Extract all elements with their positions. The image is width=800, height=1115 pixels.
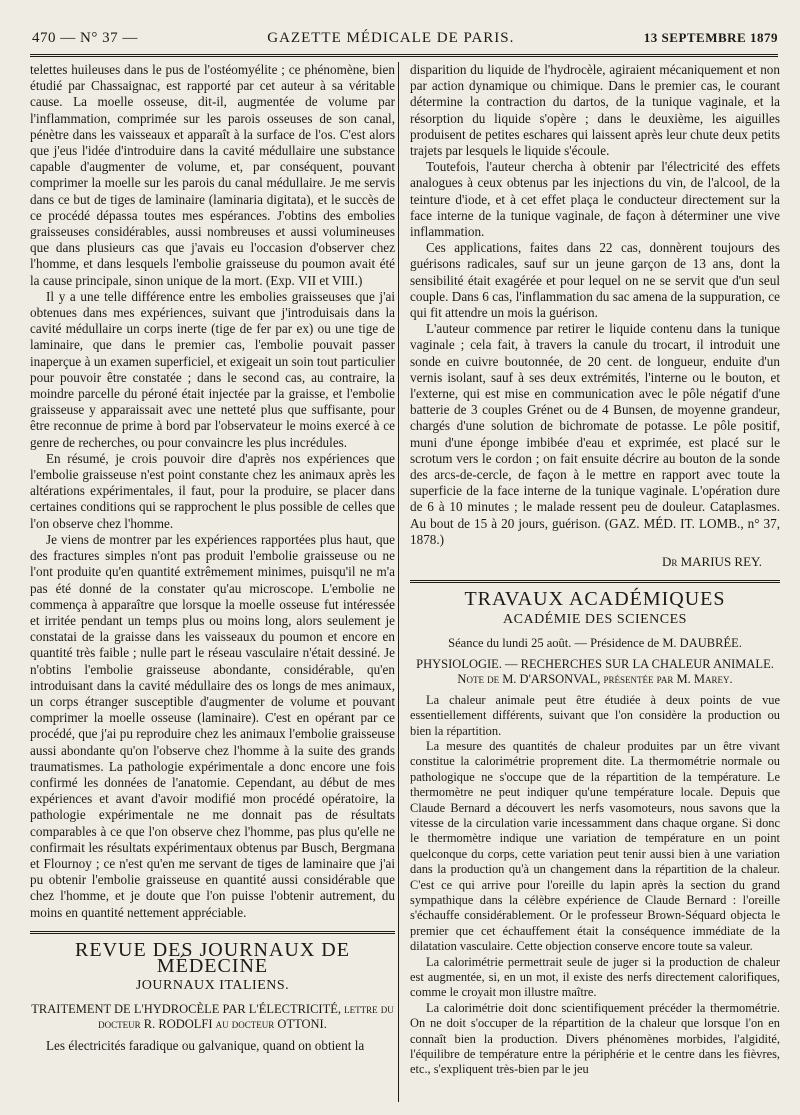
academie-title: ACADÉMIE DES SCIENCES <box>503 611 687 627</box>
paragraph: La mesure des quantités de chaleur produites par un être vivant constitue la calorimétrie proprement dite. La thermométrie normale ou pathologique ne s'occupe que de la répartition de la température. Le thermomètre ne peut indiquer qu'une température locale. Depuis que Claude Bernard a découvert les nerfs vasomoteurs, nous savons que la vitesse de la circulation varie incessamment dans chaque organe. Si donc le thermomètre indique une variation de température en un point quelconque du corps, cette variation peut tenir aussi bien à une variation dans la production qu'à un changement dans la répartition de la chaleur. C'est ce qui arrive pour l'oreille du lapin après la section du grand sympathique dans la célèbre expérience de Claude Bernard : l'oreille s'échauffe considérablement. Or le professeur Brown-Séquard objecta le premier que cet échauffement était la conséquence immédiate de la dilatation vasculaire. Cette objection conserve encore toute sa valeur. <box>410 738 780 954</box>
article-title: TRAITEMENT DE L'HYDROCÈLE PAR L'ÉLECTRICITÉ, lettre du docteur R. RODOLFI au docteur OTTONI. <box>31 1002 394 1032</box>
physiology-title: PHYSIOLOGIE. — RECHERCHES SUR LA CHALEUR ANIMALE. Note de M. D'ARSONVAL, présentée par M. Marey. <box>416 656 774 686</box>
revue-subtitle: JOURNAUX ITALIENS. <box>135 978 290 994</box>
paragraph: La chaleur animale peut être étudiée à deux points de vue essentiellement différents, suivant que l'on considère la production ou bien la répartition. <box>410 692 780 738</box>
header-rule <box>30 54 778 57</box>
paragraph: En résumé, je crois pouvoir dire d'après nos expériences que l'embolie graisseuse n'est point constante chez les animaux après les altérations expérimentales, il faut, pour la produire, se placer dans certaines conditions qui se rapprochent le plus possible de celles que l'on observe chez l'homme. <box>30 450 395 531</box>
travaux-title: TRAVAUX ACADÉMIQUES <box>464 588 726 611</box>
paragraph: telettes huileuses dans le pus de l'ostéomyélite ; ce phénomène, bien étudié par Chassaignac, est rapporté par cet auteur à sa véritable cause. La moelle osseuse, dit-il, augmentée de volume par l'inflammation, comprimée sur les parois osseuses de son canal, pénètre dans les vaisseaux et apparaît à la surface de l'os. C'est alors que j'eus l'idée d'introduire dans la cavité médullaire une substance capable d'augmenter de volume, et, par conséquent, pouvant comprimer la moelle sur les parois du canal médullaire. Je me servis dans ce but de tiges de laminaire (laminaria digitata), et le succès de ce procédé dépassa toutes mes espérances. J'obtins des embolies graisseuses considérables, aussi nombreuses et aussi volumineuses que dans plusieurs cas que j'avais eu l'occasion d'observer chez l'homme, et dans lesquels l'embolie graisseuse du poumon avait été la cause principale, sinon unique de la mort. (Exp. VII et VIII.) <box>30 62 395 288</box>
journal-title: GAZETTE MÉDICALE DE PARIS. <box>267 30 515 46</box>
page-header <box>32 30 778 52</box>
section-rule <box>410 580 780 583</box>
paragraph: La calorimétrie doit donc scientifiquement précéder la thermométrie. On ne doit s'occuper de la répartition de la chaleur que lorsque l'on en connaît bien la production. Divers phénomènes morbides, l'algidité, l'équilibre de température entre la périphérie et le centre dans les fièvres, etc., s'expliquent très-bien par le jeu <box>410 1000 780 1077</box>
paragraph: Les électricités faradique ou galvanique, quand on obtient la <box>46 1038 365 1054</box>
section-rule <box>30 931 395 934</box>
signature: Dr MARIUS REY. <box>661 554 762 570</box>
paragraph: Je viens de montrer par les expériences rapportées plus haut, que des fractures simples n'ont pas produit l'embolie graisseuse ou ne l'ont produite qu'en quantité extrêmement minimes, puisqu'il ne m'a pas été donné de la constater qu'au microscope. L'embolie ne commença à apparaître que lorsque la moelle osseuse fut intéressée et irritée pendant un temps plus ou moins long, alors seulement je constatai de la graisse dans les vaisseaux du poumon et encore en quantité très faible ; nulle part le réseau vasculaire n'était dessiné. Je n'obtins l'embolie graisseuse abondante, considérable, qu'en introduisant dans la cavité médullaire des os longs de mes animaux, un corps étranger susceptible d'augmenter de volume et pouvant comprimer la moelle osseuse (laminaire). C'est en opérant par ce procédé, que j'ai pu reproduire chez les animaux l'embolie graisseuse aussi abondante qu'on l'observe chez l'homme à la suite des grands traumatismes. La pathologie expérimentale a donc encore une fois confirmé les données de l'anatomie. Cependant, au début de mes expériences et avant d'avoir modifié mon procédé opératoire, la pathologie expérimentale ne me donnait pas de résultats comparables à ce que l'on observe chez l'homme, pas plus qu'elle ne confirmait les résultats expérimentaux obtenus par Busch, Bergmana et Flournoy ; ce n'est qu'en me servant de tiges de laminaire que j'ai pu obtenir l'embolie graisseuse en quantité aussi considérable que chez l'homme, et je doute que l'on puisse l'obtenir autrement, du moins en quantité nettement appréciable. <box>30 531 395 920</box>
seance-line: Séance du lundi 25 août. — Présidence de M. DAUBRÉE. <box>448 635 742 650</box>
paragraph: Toutefois, l'auteur chercha à obtenir par l'électricité des effets analogues à ceux obtenus par les injections du vin, de l'alcool, de la teinture d'iode, et à cet effet plaça le conducteur directement sur la face interne de la tunique vaginale, de façon à déterminer une vive inflammation. <box>410 159 780 240</box>
revue-title: REVUE DES JOURNAUX DE MÉDECINE <box>75 938 350 977</box>
issue-date: 13 SEPTEMBRE 1879 <box>643 30 778 45</box>
column-divider <box>398 62 399 1102</box>
right-column <box>410 62 780 1078</box>
page-number: 470 — N° 37 — <box>32 30 138 46</box>
paragraph: L'auteur commence par retirer le liquide contenu dans la tunique vaginale ; cela fait, à travers la canule du trocart, il introduit une sonde en cuivre boutonnée, de 20 cent. de longueur, enduite d'un vernis isolant, sauf à ses deux extrémités, l'interne ou le bouton, et l'externe, qui est mise en communication avec le pôle négatif d'une batterie de 3 couples Grénet ou de 4 Bunsen, de moyenne grandeur, chargés d'une solution de bichromate de potasse. Le pôle positif, muni d'une éponge imbibée d'eau et exprimée, est placé sur le scrotum vers le cordon ; on fait ensuite décrire au bouton de la sonde des arcs-de-cercle, de façon à le mettre en rapport avec toute la superficie de la face interne de la tunique vaginale. L'opération dure de 6 à 10 minutes ; le malade ressent peu de douleur. Cataplasmes. Au bout de 15 à 20 jours, guérison. (GAZ. MÉD. IT. LOMB., n° 37, 1878.) <box>410 321 780 547</box>
paragraph: Ces applications, faites dans 22 cas, donnèrent toujours des guérisons radicales, sauf sur un jeune garçon de 13 ans, dont la sensibilité était exagérée et pour lequel on ne se servit que d'un seul couple. Dans 6 cas, l'inflammation du sac amena de la suppuration, ce qui fit attendre un mois la guérison. <box>410 240 780 321</box>
paragraph: Il y a une telle différence entre les embolies graisseuses que j'ai obtenues dans mes expériences, suivant que j'introduisais dans la cavité médullaire un corps inerte (tige de fer par ex) ou une tige de laminaire, que dans le premier cas, l'embolie pouvait passer inaperçue à un examen superficiel, et exigeait un soin tout particulier pour pouvoir être constatée ; dans le second cas, au contraire, la moindre parcelle du péroné était injectée par la graisse, et l'embolie graisseuse y apparaissait avec une netteté plus que suffisante, pour être reconnue de prime à bord par l'observateur le moins exercé à ce genre de recherches, ou pour convaincre les plus incrédules. <box>30 288 395 450</box>
paragraph: disparition du liquide de l'hydrocèle, agiraient mécaniquement et non par action dynamique ou chimique. Dans le premier cas, le courant détermine la contraction du dartos, de la tunique vaginale, et la résorption du liquide s'opère ; dans le deuxième, les aiguilles produisent de petites eschares qui laissent après leur chute deux petits trajets par lesquels le liquide s'écoule. <box>410 62 780 159</box>
left-column <box>30 62 395 1055</box>
paragraph: La calorimétrie permettrait seule de juger si la production de chaleur est augmentée, si, en un mot, il existe des nerfs directement calorifiques, comme le croyait mon illustre maître. <box>410 954 780 1000</box>
